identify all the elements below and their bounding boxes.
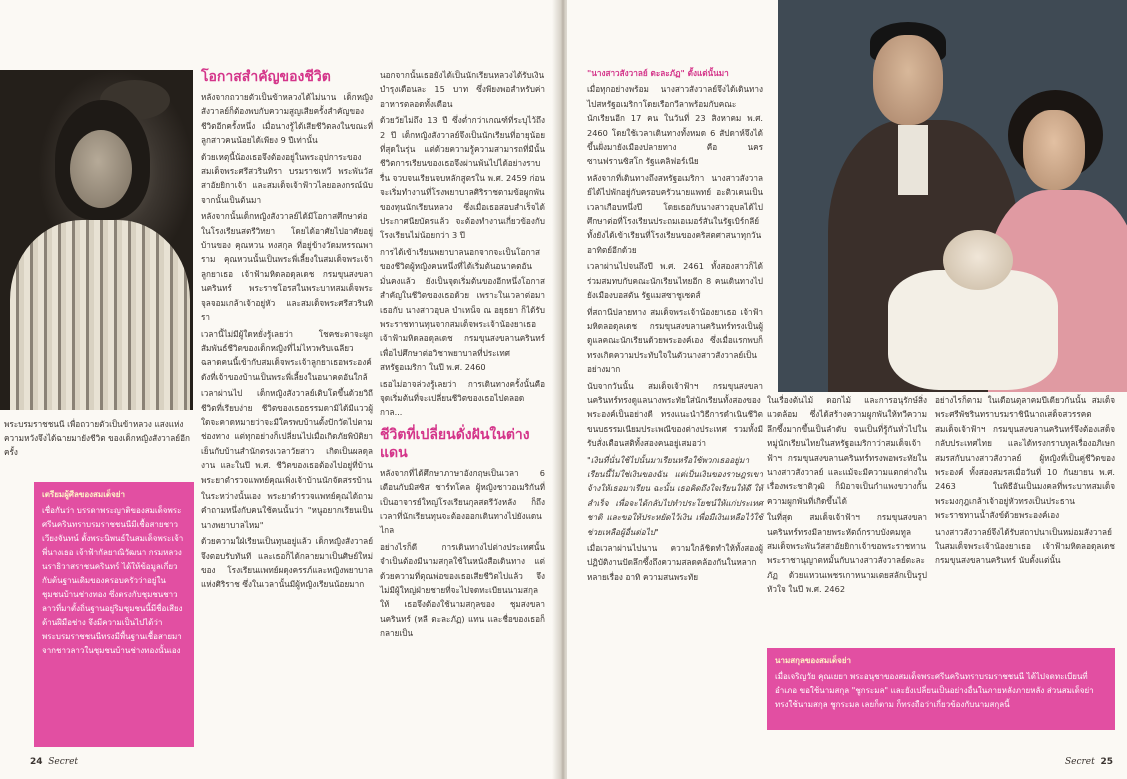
paragraph: เวลาผ่านไป เด็กหญิงสังวาลย์เติบโตขึ้นด้วยวิถีชีวิตที่เรียบง่าย ชีวิตของเธอธรรมดามิได้มีแววผู้ใดจะคาดหมายว่าจะมีใครพบบ้านตั้งปักวัดไปตามช่องทาง แต่ทุกอย่างก็เปลี่ยนไปเมื่อเกิดภัยพิบัติยาเย็นกับบ้านสำนักตรงเวลาวัยสาว เกิดเป็นผลดุลงาน และในปี พ.ศ. ชีวิตของเธอต้องไปอยู่ที่บ้านพระยาตำรวจแพทย์คุณเพิ่งเจ้าบ้านนักจัดสรรบ้าน: [201, 388, 373, 485]
paragraph: ด้วยเหตุนี้น้องเธอจึงต้องอยู่ในพระอุปการะของสมเด็จพระศรีสวรินทิรา บรมราชเทวี พระพันวัสสาอัยยิกาเจ้า และสมเด็จเจ้าฟ้าวไลยอลงกรณ์นับจากนั้นเป็นต้นมา: [201, 151, 373, 205]
baby: [943, 230, 1013, 290]
magazine-name: Secret: [48, 757, 79, 767]
paragraph: ด้วยความใฝ่เรียนเป็นทุนอยู่แล้ว เด็กหญิงสังวาลย์จึงตอบรับทันที และเธอก็ได้กลายมาเป็นศิษย์ใหม่ของ โรงเรียนแพทย์ผดุงครรภ์และหญิงพยาบาลแห่งศิริราช ซึ่งในเวลานั้นมีผู้หญิงเรียนน้อยมาก: [201, 536, 373, 590]
article-column-2: [201, 68, 373, 758]
section-heading-life-opportunity: โอกาสสำคัญของชีวิต: [201, 69, 331, 85]
left-page: [0, 0, 560, 779]
woman-face: [1023, 110, 1085, 190]
paragraph: เวลานี้ไม่มีผู้ใดหยั่งรู้เลยว่า โชคชะตาจะผูกสัมพันธ์ชีวิตของเด็กหญิงที่ไม่ไหวพริบเฉลียวฉลาดคนนี้เข้ากับสมเด็จพระเจ้าลูกยาเธอพระองค์ดังที่เจ้าของบ้านเป็นพระพี่เลี้ยงในอนาคตอันใกล้: [201, 328, 373, 382]
page-number: 24: [30, 757, 43, 767]
paragraph: ที่สถานีปลายทาง สมเด็จพระเจ้าน้องยาเธอ เจ้าฟ้ามหิดลอดุลเดช กรมขุนสงขลานครินทร์ทรงเป็นผู้ดูแลคณะนักเรียนด้วยพระองค์เอง ซึ่งเมื่อแรกพบก็ทรงเกิดความประทับใจในตัวนางสาวสังวาลย์เป็นอย่างมาก: [587, 306, 763, 375]
paragraph: ในเรื่องต้นไม้ ดอกไม้ และการอนุรักษ์สิ่งแวดล้อม ซึ่งได้สร้างความผูกพันให้ทวีความลึกซึ้งมากขึ้นเป็นลำดับ จนเป็นที่รู้กันทั่วไปในหมู่นักเรียนไทยในสหรัฐอเมริกาว่าสมเด็จเจ้าฟ้าฯ กรมขุนสงขลานครินทร์ทรงพอพระทัยในนางสาวสังวาลย์ และแม้จะมีความแตกต่างในเรื่องพระชาติวุฒิ ก็มิอาจเป็นกำแพงขวางกั้นความผูกพันที่เกิดขึ้นได้: [767, 395, 927, 506]
magazine-name: Secret: [1064, 757, 1095, 767]
paragraph: "นางสาวสังวาลย์ ตะละภัฏ" ตั้งแต่นั้นมา: [587, 68, 729, 78]
paragraph: การได้เข้าเรียนพยาบาลนอกจากจะเป็นโอกาสของชีวิตผู้หญิงคนหนึ่งที่ได้เริ่มต้นอนาคตอันมั่นคงแล้ว ยังเป็นจุดเริ่มต้นของอีกหนึ่งโอกาสสำคัญในชีวิตของเธอด้วย เพราะในเวลาต่อมา เธอกับ นางสาวอุบล บำเหน็จ ณ อยุธยา ก็ได้รับพระราชทานทุนจากสมเด็จพระเจ้าน้องยาเธอ เจ้าฟ้ามหิดลอดุลเดช กรมขุนสงขลานครินทร์ เพื่อไปศึกษาต่อวิชาพยาบาลที่ประเทศสหรัฐอเมริกา ในปี พ.ศ. 2460: [380, 246, 545, 373]
paragraph: หลังจากนั้นเด็กหญิงสังวาลย์ได้มีโอกาสศึกษาต่อในโรงเรียนสตรีวิทยา โดยได้อาศัยไปอาศัยอยู่บ้านของ คุณหวน หงสกุล ที่อยู่ข้างวัดมหรรณพาราม คุณหวนนั้นเป็นพระพี่เลี้ยงในสมเด็จพระเจ้าลูกยาเธอ เจ้าฟ้ามหิดลอดุลเดช กรมขุนสงขลานครินทร์ พระราชโอรสในพระบาทสมเด็จพระจุลจอมเกล้าเจ้าอยู่หัว และสมเด็จพระศรีสวรินทิรา: [201, 211, 373, 323]
face: [70, 130, 132, 208]
sidebar-box-text: เมื่อเจริญวัย คุณเยยา พระอนุชาของสมเด็จพระศรีนครินทราบรมราชชนนี ได้ไปจดทะเบียนที่อำเภอ ขอใช้นามสกุล "ชูกระมล" และยังเปลี่ยนเป็นอย่างอื่นในภายหลังภายหลัง ส่วนสมเด็จย่าทรงใช้นามสกุล ชูกระมล เลยก็ตาม ก็ทรงถือว่าเกี่ยวข้องกับนามสกุลนี้: [775, 672, 1094, 709]
right-page: [567, 0, 1127, 779]
sidebar-box-title: นามสกุลของสมเด็จย่า: [775, 656, 851, 665]
sidebar-box-text: เชื่อกันว่า บรรดาพระญาติของสมเด็จพระศรีนครินทราบรมราชชนนีมีเชื้อสายชาวเวียงจันทน์ ตั้งพระนิพนธ์ในสมเด็จพระเจ้าพี่นางเธอ เจ้าฟ้ากัลยาณิวัฒนา กรมหลวงนราธิวาสราชนครินทร์ ได้ให้ข้อมูลเกี่ยวกับต้นฐานเดิมของครอบครัวว่าอยู่ในชุมชนบ้านช่างทอง ซึ่งตรงกับชุมชนชาวลาวที่มาตั้งถิ่นฐานอยู่ริมชุมชนนี้มีชื่อเสียงด้านฝีมือช่าง จึงมีความเป็นไปได้ว่า พระบรมราชชนนีทรงมีพื้นฐานเชื้อสายมาจากชาวลาวในชุมชนบ้านช่างทองนั้นเอง: [42, 506, 184, 655]
page-folio-left: [30, 757, 78, 767]
article-column-3: [935, 393, 1115, 633]
paragraph: เมื่อเวลาผ่านไปนาน ความใกล้ชิดทำให้ทั้งสองผู้ปฏิบัติงานปัดลึกซึ้งถึงความสลดคล้องกันในหลากหลายเรื่อง อาทิ ความสนพระทัย: [587, 543, 763, 582]
paragraph: หลังจากที่เดินทางถึงสหรัฐอเมริกา นางสาวสังวาลย์ได้ไปพักอยู่กับครอบครัวนายแพทย์ อะติวเคนเป็นเวลาเกือบหนึ่งปี โดยเธอกับนางสาวอุบลได้ไปศึกษาต่อที่โรงเรียนประถมเอเมอร์สันในรัฐเบิร์กลีย์ ทั้งยังได้เข้าเรียนที่โรงเรียนของคริสตศาสนาทุกวันอาทิตย์อีกด้วย: [587, 172, 763, 255]
photo-caption: พระบรมราชชนนี เพื่อถวายตัวเป็นข้าหลวง แสงแห่งความหวังจึงได้ฉายมายังชีวิต ของเด็กหญิงสังวาลย์อีกครั้ง: [4, 419, 190, 457]
striped-dress: [10, 220, 190, 410]
portrait-photo-young-girl: [0, 70, 193, 410]
paragraph: นับจากวันนั้น สมเด็จเจ้าฟ้าฯ กรมขุนสงขลานครินทร์ทรงดูแลนางพระทัยใส่นักเรียนทั้งสองของพระองค์เป็นอย่างดี ทรงแนะนำวิธีการดำเนินชีวิต ขนบธรรมเนียมประเพณีของต่างประเทศ รวมทั้งมีรับสั่งเตือนสติทั้งสองคนอยู่เสมอว่า: [587, 380, 763, 449]
paragraph: อย่างไรก็ตาม ในเดือนตุลาคมปีเดียวกันนั้น สมเด็จพระศรีพัชรินทราบรมราชินีนาถเสด็จสวรรคต สมเด็จเจ้าฟ้าฯ กรมขุนสงขลานครินทร์จึงต้องเสด็จกลับประเทศไทย และได้ทรงกราบทูลเรื่องอภิเษกสมรสกับนางสาวสังวาลย์ ผู้หญิงที่เป็นคู่ชีวิตของพระองค์ ทั้งสองสมรสเมื่อวันที่ 10 กันยายน พ.ศ. 2463 ในพิธีอันเป็นมงคลที่พระบาทสมเด็จพระมงกุฎเกล้าเจ้าอยู่หัวทรงเป็นประธานพระราชทานน้ำสังข์ด้วยพระองค์เอง: [935, 395, 1115, 521]
paragraph: เธอไม่อาจล่วงรู้เลยว่า การเดินทางครั้งนั้นคือจุดเริ่มต้นที่จะเปลี่ยนชีวิตของเธอไปตลอดกาล...: [380, 378, 545, 418]
quote-paragraph: "เงินที่นั่นใช้ไปนั้นมาเรียนหรือใช้พวกเธออยู่มาเรียนนี้ไม่ใช่เงินของฉัน แต่เป็นเงินของราษฎรเขาจ้างให้เธอมาเรียน ฉะนั้น เธอคิดถึงใจเรียนให้ดี ให้สำเร็จ เพื่อจะได้กลับไปทำประโยชน์ให้แก่ประเทศชาติ และขอให้ประหยัดไว้เงิน เพื่อมีเงินเหลือไว้ใช้ช่วยเหลือผู้อื่นต่อไป": [587, 454, 763, 537]
sidebar-box-surname: [767, 648, 1115, 730]
man-shirt: [898, 125, 928, 195]
paragraph: นอกจากนั้นเธอยังได้เป็นนักเรียนหลวงได้รับเงินบำรุงเดือนละ 15 บาท ซึ่งพียงพอสำหรับค่าอาหารตลอดทั้งเดือน: [380, 70, 545, 109]
sidebar-box-title: เตรียมผู้ศีลของสมเด็จย่า: [42, 490, 125, 499]
man-face: [873, 35, 943, 125]
page-number: 25: [1100, 757, 1113, 767]
paragraph: เวลาผ่านไปจนถึงปี พ.ศ. 2461 ทั้งสองสาวก็ได้ร่วมสมทบกับคณะนักเรียนไทยอีก 8 คนเดินทางไปยังเมืองบอสตัน รัฐแมสซาชูเซตส์: [587, 261, 763, 301]
paragraph: ในที่สุด สมเด็จเจ้าฟ้าฯ กรมขุนสงขลานครินทร์ทรงมีลายพระหัตถ์กราบบังคมทูลสมเด็จพระพันวัสสาอัยยิกาเจ้าขอพระราชทานพระราชานุญาตหมั้นกับนางสาวสังวาลย์ตะละภัฏ ด้วยแหวนเพชรเกาหนามเตยสลักเป็นรูปหัวใจ ในปี พ.ศ. 2462: [767, 512, 927, 595]
paragraph: ด้วยวัยไม่ถึง 13 ปี ซึ่งต่ำกว่าเกณฑ์ที่ระบุไว้ถึง 2 ปี เด็กหญิงสังวาลย์จึงเป็นนักเรียนที่อายุน้อยที่สุดในรุ่น แต่ด้วยความรู้ความสามารถที่มีนั้น ชีวิตการเรียนของเธอจึงผ่านพ้นไปได้อย่างราบรื่น จวบจนเรียนจบหลักสูตรใน พ.ศ. 2459 ก่อนจะเริ่มทำงานที่โรงพยาบาลศิริราชตามข้อผูกพันของทุนนักเรียนหลวง ซึ่งเมื่อเธอสอบสำเร็จได้ประกาศนียบัตรแล้ว จะต้องทำงานเกี่ยวข้องกับโรงเรียนไม่น้อยกว่า 3 ปี: [380, 115, 545, 241]
paragraph: หลังจากที่ได้ศึกษาภาษาอังกฤษเป็นเวลา 6 เดือนกับมิสซิส ชาร์ทโคล ผู้หญิงชาวอเมริกันที่เป็นอาจารย์ใหญ่โรงเรียนกุลสตรีวังหลัง ก็ถึงเวลาที่นักเรียนทุนจะต้องออกเดินทางไปยังแดนไกล: [380, 467, 545, 536]
paragraph: อย่างไรก็ดี การเดินทางไปต่างประเทศนั้นจำเป็นต้องมีนามสกุลใช้ในหนังสือเดินทาง แต่ด้วยความที่ตุณพ่อของเธอเสียชีวิตไปแล้ว จึงไม่มีผู้ใหญ่ฝ่ายชายที่จะไปจดทะเบียนนามสกุลให้ เธอจึงต้องใช้นามสกุลของ ชุมสงขลานครินทร์ (หลี ตะละภัฏ) แทน และชื่อของเธอก็กลายเป็น: [380, 541, 545, 639]
article-column-2: [767, 393, 927, 633]
paragraph: หลังจากถวายตัวเป็นข้าหลวงได้ไม่นาน เด็กหญิงสังวาลย์ก็ต้องพบกับความสูญเสียครั้งสำคัญของชีวิตอีกครั้งหนึ่ง เมื่อนางรู้ได้เสียชีวิตลงในขณะที่ลูกสาวคนน้อยได้เพียง 9 ปีเท่านั้น: [201, 92, 373, 146]
section-heading-life-abroad: ชีวิตที่เปลี่ยนดั่งฝันในต่างแดน: [380, 426, 530, 461]
family-portrait-photo: [778, 0, 1127, 392]
paragraph: นางสาวสังวาลย์จึงได้รับสถาปนาเป็นหม่อมสังวาลย์ ในสมเด็จพระเจ้าน้องยาเธอ เจ้าฟ้ามหิดลอดุลเดช กรมขุนสงขลานครินทร์ นับตั้งแต่นั้น: [935, 526, 1115, 566]
paragraph: เมื่อทุกอย่างพร้อม นางสาวสังวาลย์จึงได้เดินทางไปสหรัฐอเมริกาโดยเรือกวีลาพร้อมกับคณะนักเรียนอีก 17 คน ในวันที่ 23 สิงหาคม พ.ศ. 2460 โดยใช้เวลาเดินทางทั้งหมด 6 สัปดาห์จึงได้ขึ้นฝั่งมายังเมืองปลายทาง คือ นครซานฟรานซิสโก รัฐแคลิฟอร์เนีย: [587, 84, 763, 167]
article-column-1: [587, 66, 763, 756]
paragraph: ในระหว่างนั้นเอง พระยาตำรวจแพทย์คุณได้ถามคำถามหนึ่งกับคนใช้คนนั้นว่า "หนูอยากเรียนเป็นนางพยาบาลไหม": [201, 490, 373, 530]
sidebar-box-ancestry: [34, 482, 194, 747]
article-column-3: [380, 68, 545, 758]
page-folio-right: [1065, 757, 1113, 767]
